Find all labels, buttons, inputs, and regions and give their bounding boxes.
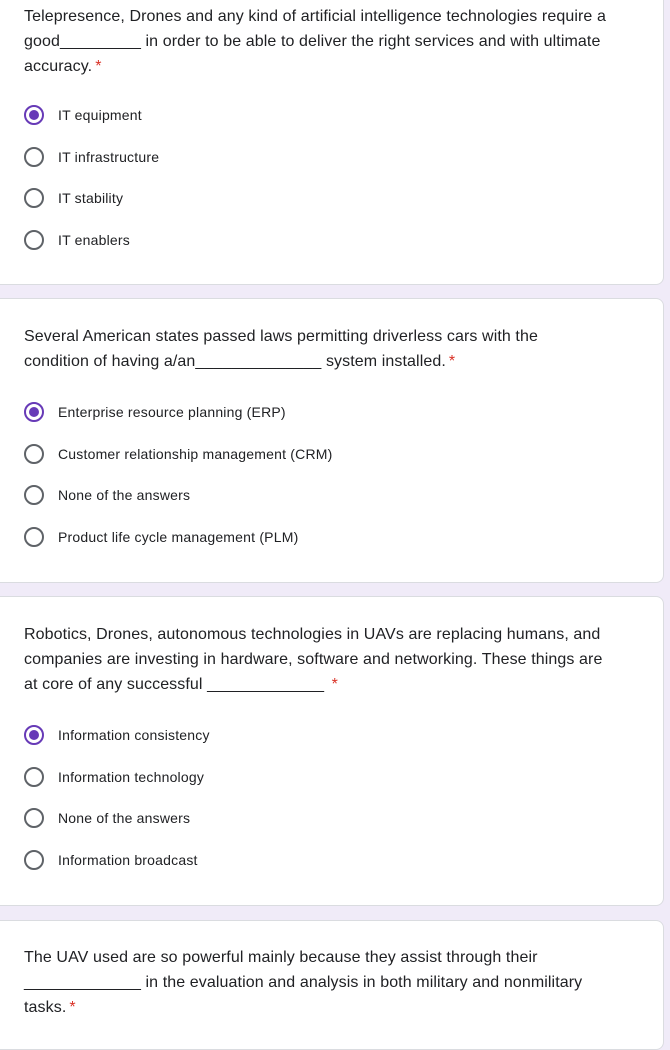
option-it-infrastructure[interactable] xyxy=(24,145,159,169)
option-label: Product life cycle management (PLM) xyxy=(58,529,299,545)
option-label: Enterprise resource planning (ERP) xyxy=(58,404,286,420)
question-line: Robotics, Drones, autonomous technologies in UAVs are replacing humans, and xyxy=(24,626,601,643)
option-information-technology[interactable] xyxy=(24,765,204,789)
question-card-4 xyxy=(0,920,664,1050)
question-line: Telepresence, Drones and any kind of artificial intelligence technologies require a xyxy=(24,8,606,25)
radio-unchecked-icon[interactable] xyxy=(24,188,44,208)
radio-unchecked-icon[interactable] xyxy=(24,808,44,828)
option-it-equipment[interactable] xyxy=(24,103,142,127)
question-text xyxy=(24,945,644,1020)
radio-unchecked-icon[interactable] xyxy=(24,485,44,505)
option-label: None of the answers xyxy=(58,810,191,826)
option-crm[interactable] xyxy=(24,442,332,466)
option-information-consistency[interactable] xyxy=(24,723,210,747)
question-line: companies are investing in hardware, software and networking. These things are xyxy=(24,651,603,668)
question-line: good_________ in order to be able to deliver the right services and with ultimate xyxy=(24,33,601,50)
radio-unchecked-icon[interactable] xyxy=(24,850,44,870)
radio-unchecked-icon[interactable] xyxy=(24,230,44,250)
option-label: Information technology xyxy=(58,769,205,785)
radio-checked-icon[interactable] xyxy=(24,402,44,422)
question-line: condition of having a/an______________ system installed. xyxy=(24,353,446,370)
option-label: IT enablers xyxy=(58,232,130,248)
option-label: IT infrastructure xyxy=(58,149,160,165)
question-text xyxy=(24,622,644,697)
question-card-3 xyxy=(0,596,664,906)
option-label: IT stability xyxy=(58,190,124,206)
option-plm[interactable] xyxy=(24,525,298,549)
question-line: tasks. xyxy=(24,999,67,1016)
question-text xyxy=(24,324,644,374)
question-card-1 xyxy=(0,0,664,285)
question-text xyxy=(24,4,644,79)
option-none[interactable] xyxy=(24,806,190,830)
radio-unchecked-icon[interactable] xyxy=(24,147,44,167)
radio-unchecked-icon[interactable] xyxy=(24,444,44,464)
question-card-2 xyxy=(0,298,664,583)
radio-unchecked-icon[interactable] xyxy=(24,527,44,547)
option-erp[interactable] xyxy=(24,400,286,424)
option-information-broadcast[interactable] xyxy=(24,848,198,872)
question-line: accuracy. xyxy=(24,58,93,75)
option-label: Information consistency xyxy=(58,727,210,743)
option-it-stability[interactable] xyxy=(24,186,123,210)
option-label: IT equipment xyxy=(58,107,142,123)
required-asterisk: * xyxy=(69,999,76,1016)
question-line: Several American states passed laws permitting driverless cars with the xyxy=(24,328,538,345)
option-label: None of the answers xyxy=(58,487,191,503)
option-it-enablers[interactable] xyxy=(24,228,130,252)
option-label: Customer relationship management (CRM) xyxy=(58,446,333,462)
required-asterisk: * xyxy=(448,353,456,370)
required-asterisk: * xyxy=(95,58,102,75)
radio-unchecked-icon[interactable] xyxy=(24,767,44,787)
question-line: The UAV used are so powerful mainly because they assist through their xyxy=(24,949,538,966)
question-line: _____________ in the evaluation and analysis in both military and nonmilitary xyxy=(24,974,583,991)
radio-checked-icon[interactable] xyxy=(24,105,44,125)
required-asterisk: * xyxy=(331,676,338,693)
option-none[interactable] xyxy=(24,483,190,507)
question-line: at core of any successful _____________ xyxy=(24,676,329,693)
option-label: Information broadcast xyxy=(58,852,198,868)
radio-checked-icon[interactable] xyxy=(24,725,44,745)
